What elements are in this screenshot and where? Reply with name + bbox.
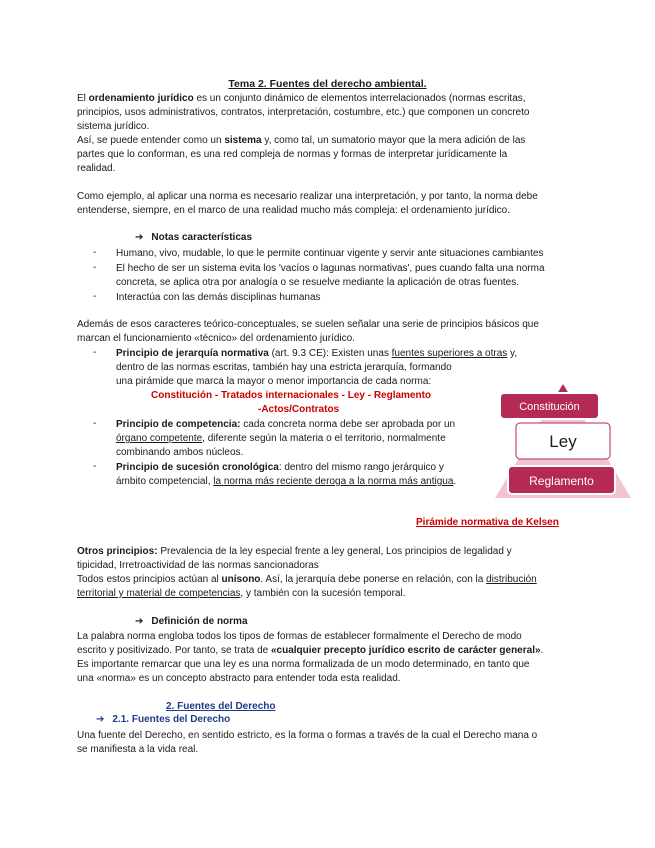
intro-line-3: sistema jurídico. <box>77 121 150 132</box>
otros-line-3: Todos estos principios actúan al unísono. Así, la jerarquía debe ponerse en relación, con la distribución <box>77 574 537 585</box>
notas-heading: ➔ Notas características <box>135 232 253 243</box>
principio-jerarquia: Principio de jerarquía normativa (art. 9.3 CE): Existen unas fuentes superiores a otras y, <box>116 348 518 359</box>
pyramid-label-constitucion: Constitución <box>519 401 580 413</box>
principio-competencia-l3: combinando ambos núcleos. <box>116 447 244 458</box>
bullet-dash-icon: - <box>93 418 97 429</box>
principios-intro-1: Además de esos caracteres teórico-conceptuales, se suelen señalar una serie de principios básicos que <box>77 319 539 330</box>
pyramid-label-ley: Ley <box>549 432 577 451</box>
principio-jerarquia-l3: una pirámide que marca la mayor o menor importancia de cada norma: <box>116 376 432 387</box>
link-norma-reciente[interactable]: la norma más reciente deroga a la norma más antigua <box>213 476 454 487</box>
link-distribucion[interactable]: distribución <box>486 574 537 585</box>
otros-line-1: Otros principios: Prevalencia de la ley especial frente a ley general, Los principios de legalidad y <box>77 546 512 557</box>
definicion-line-2: escrito y positivizado. Por tanto, se trata de «cualquier precepto jurídico escrito de carácter general». <box>77 645 544 656</box>
principios-intro-2: marcan el funcionamiento «técnico» del ordenamiento jurídico. <box>77 333 355 344</box>
otros-line-4: territorial y material de competencias, y también con la sucesión temporal. <box>77 588 406 599</box>
principio-competencia: Principio de competencia: cada concreta norma debe ser aprobada por un <box>116 419 456 430</box>
pyramid-label-reglamento: Reglamento <box>529 474 594 488</box>
section-heading-fuentes: 2. Fuentes del Derecho <box>166 701 276 712</box>
subsection-heading-fuentes: ➔ 2.1. Fuentes del Derecho <box>96 714 231 725</box>
hierarchy-line-2: -Actos/Contratos <box>258 404 340 415</box>
intro-line-6: realidad. <box>77 163 116 174</box>
arrow-icon: ➔ <box>96 714 105 725</box>
link-competencias[interactable]: territorial y material de competencias <box>77 588 241 599</box>
principio-jerarquia-l2: dentro de las normas escritas, también hay una estricta jerarquía, formando <box>116 362 452 373</box>
definicion-line-4: una «norma» es un concepto abstracto para entender toda esta realidad. <box>77 673 401 684</box>
bullet-dash-icon: - <box>93 291 97 302</box>
otros-line-2: tipicidad, Irretroactividad de las normas sancionadoras <box>77 560 319 571</box>
intro-line-4: Así, se puede entender como un sistema y, como tal, un sumatorio mayor que la mera adición de las <box>77 135 526 146</box>
bullet-dash-icon: - <box>93 347 97 358</box>
nota-item-2-cont: concreta, se aplica otra por analogía o se resuelve mediante la aplicación de otras fuentes. <box>116 277 520 288</box>
kelsen-pyramid-image <box>488 380 638 505</box>
example-line-2: entenderse, siempre, en el marco de una realidad mucho más compleja: el ordenamiento jurídico. <box>77 205 511 216</box>
bullet-dash-icon: - <box>93 247 97 258</box>
arrow-icon: ➔ <box>135 232 144 243</box>
nota-item-3: Interactúa con las demás disciplinas humanas <box>116 292 321 303</box>
intro-line-5: partes que lo conforman, es una red compleja de normas y formas de interpretar jurídicamente la <box>77 149 508 160</box>
intro-line-1: El ordenamiento jurídico es un conjunto dinámico de elementos interrelacionados (normas escritas, <box>77 93 526 104</box>
nota-item-2: El hecho de ser un sistema evita los 'vacíos o lagunas normativas', pues cuando falta una norma <box>116 263 545 274</box>
principio-competencia-l2: órgano competente, diferente según la materia o el territorio, normalmente <box>116 433 446 444</box>
nota-item-1: Humano, vivo, mudable, lo que le permite continuar vigente y servir ante situaciones cambiantes <box>116 248 544 259</box>
definicion-line-1: La palabra norma engloba todos los tipos de formas de establecer formalmente el Derecho de modo <box>77 631 522 642</box>
fuentes-line-1: Una fuente del Derecho, en sentido estricto, es la forma o formas a través de la cual el Derecho mana o <box>77 730 538 741</box>
link-fuentes-superiores[interactable]: fuentes superiores a otras <box>391 348 508 359</box>
arrow-icon: ➔ <box>135 616 144 627</box>
bullet-dash-icon: - <box>93 461 97 472</box>
definicion-heading: ➔ Definición de norma <box>135 616 248 627</box>
hierarchy-line-1: Constitución - Tratados internacionales - Ley - Reglamento <box>151 390 432 401</box>
principio-sucesion: Principio de sucesión cronológica: dentro del mismo rango jerárquico y <box>116 462 444 473</box>
example-line-1: Como ejemplo, al aplicar una norma es necesario realizar una interpretación, y por tanto, la norma debe <box>77 191 538 202</box>
fuentes-line-2: se manifiesta a la vida real. <box>77 744 199 755</box>
bullet-dash-icon: - <box>93 262 97 273</box>
definicion-line-3: Es importante remarcar que una ley es una norma formalizada de un modo determinado, en tanto que <box>77 659 530 670</box>
page-title: Tema 2. Fuentes del derecho ambiental. <box>228 78 427 90</box>
intro-line-2: principios, usos administrativos, contratos, interpretación, costumbre, etc.) que componen un concreto <box>77 107 530 118</box>
principio-sucesion-l2: ámbito competencial, la norma más reciente deroga a la norma más antigua. <box>116 476 457 487</box>
pyramid-caption: Pirámide normativa de Kelsen <box>416 517 559 528</box>
link-organo-competente[interactable]: órgano competente <box>116 433 203 444</box>
